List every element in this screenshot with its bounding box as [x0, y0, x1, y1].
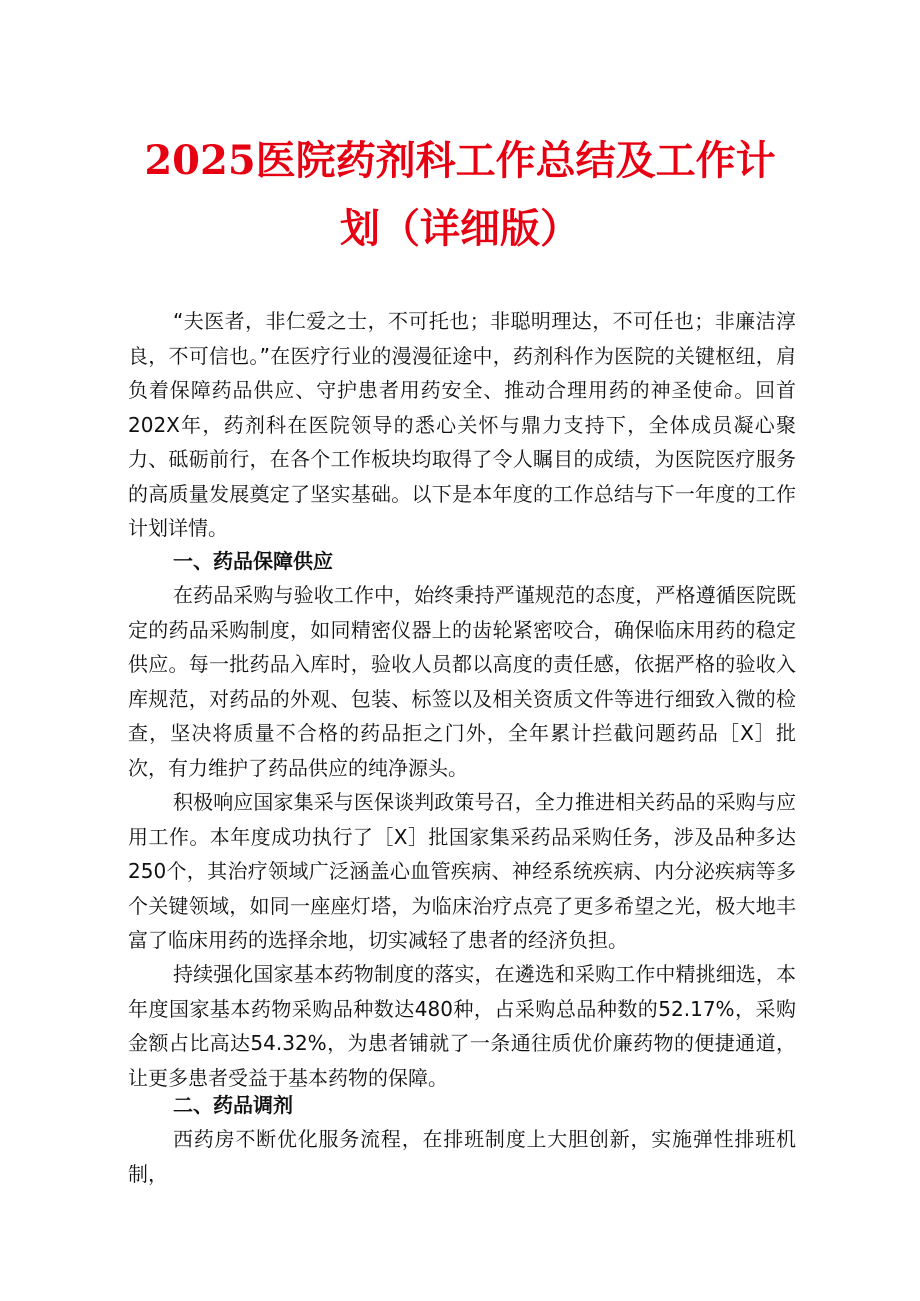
- document-title-line-2: 划（详细版）: [340, 205, 580, 252]
- section-2-paragraph-1: 西药房不断优化服务流程，在排班制度上大胆创新，实施弹性排班机制，: [128, 1127, 796, 1186]
- section-1-paragraph-2: 积极响应国家集采与医保谈判政策号召，全力推进相关药品的采购与应用工作。本年度成功执行了［X］批国家集采药品采购任务，涉及品种多达250个，其治疗领域广泛涵盖心血管疾病、神经系统疾病、内分泌疾病等多个关键领域，如同一座座灯塔，为临床治疗点亮了更多希望之光，极大地丰富了临床用药的选择余地，切实减轻了患者的经济负担。: [128, 790, 796, 952]
- intro-paragraph: “夫医者，非仁爱之士，不可托也；非聪明理达，不可任也；非廉洁淳良，不可信也。”在医疗行业的漫漫征途中，药剂科作为医院的关键枢纽，肩负着保障药品供应、守护患者用药安全、推动合理用药的神圣使命。回首202X年，药剂科在医院领导的悉心关怀与鼎力支持下，全体成员凝心聚力、砥砺前行，在各个工作板块均取得了令人瞩目的成绩，为医院医疗服务的高质量发展奠定了坚实基础。以下是本年度的工作总结与下一年度的工作计划详情。: [128, 309, 796, 540]
- section-2-heading: 二、药品调剂: [173, 1093, 293, 1117]
- section-1-paragraph-3: 持续强化国家基本药物制度的落实，在遴选和采购工作中精挑细选，本年度国家基本药物采购品种数达480种，占采购总品种数的52.17%，采购金额占比高达54.32%，为患者铺就了一条通往质优价廉药物的便捷通道，让更多患者受益于基本药物的保障。: [128, 962, 796, 1090]
- section-1-heading: 一、药品保障供应: [173, 549, 333, 573]
- section-1-paragraph-1: 在药品采购与验收工作中，始终秉持严谨规范的态度，严格遵循医院既定的药品采购制度，如同精密仪器上的齿轮紧密咬合，确保临床用药的稳定供应。每一批药品入库时，验收人员都以高度的责任感，依据严格的验收入库规范，对药品的外观、包装、标签以及相关资质文件等进行细致入微的检查，坚决将质量不合格的药品拒之门外，全年累计拦截问题药品［X］批次，有力维护了药品供应的纯净源头。: [128, 583, 796, 780]
- document-title-line-1: 2025医院药剂科工作总结及工作计: [144, 137, 776, 184]
